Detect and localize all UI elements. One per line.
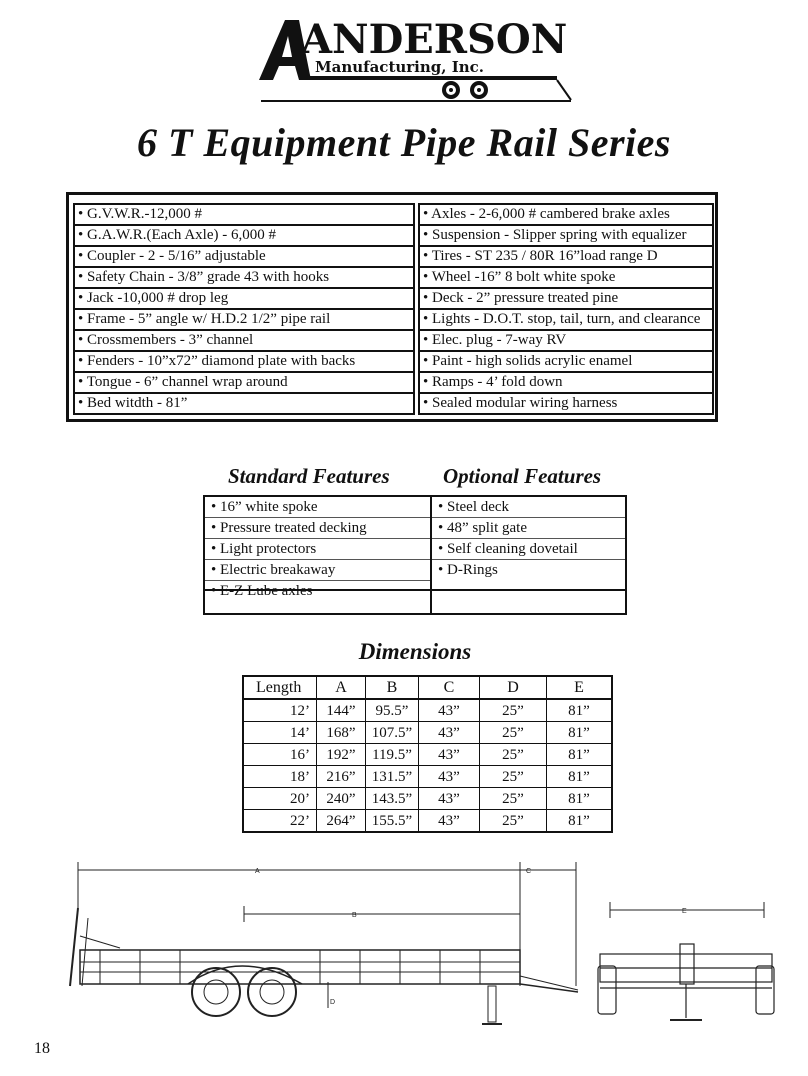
- logo-subtitle: Manufacturing, Inc.: [315, 58, 484, 76]
- table-row: [243, 810, 612, 833]
- cell-length: 20’: [243, 788, 317, 810]
- table-row: [243, 744, 612, 766]
- cell-d: 25”: [480, 722, 547, 744]
- spec-item: • Fenders - 10”x72” diamond plate with backs: [75, 352, 413, 373]
- header-length: Length: [243, 676, 317, 699]
- spec-item: • Deck - 2” pressure treated pine: [420, 289, 712, 310]
- cell-d: 25”: [480, 810, 547, 833]
- cell-e: 81”: [547, 699, 613, 722]
- dimension-label-e: E: [682, 908, 687, 915]
- cell-e: 81”: [547, 810, 613, 833]
- logo-brand: ANDERSON: [301, 16, 568, 63]
- features-divider: [205, 589, 625, 591]
- spec-item: • Jack -10,000 # drop leg: [75, 289, 413, 310]
- trailer-drawing: [40, 858, 780, 1038]
- cell-c: 43”: [419, 766, 480, 788]
- header-c: C: [419, 676, 480, 699]
- spec-item: • Suspension - Slipper spring with equalizer: [420, 226, 712, 247]
- cell-c: 43”: [419, 744, 480, 766]
- page-number: 18: [34, 1040, 50, 1057]
- header-b: B: [366, 676, 419, 699]
- cell-e: 81”: [547, 788, 613, 810]
- cell-e: 81”: [547, 744, 613, 766]
- table-row: [243, 788, 612, 810]
- cell-length: 14’: [243, 722, 317, 744]
- specifications-right-column: [418, 203, 714, 415]
- cell-length: 16’: [243, 744, 317, 766]
- specifications-box: [66, 192, 718, 422]
- specifications-left-column: [73, 203, 415, 415]
- spec-item: • Coupler - 2 - 5/16” adjustable: [75, 247, 413, 268]
- spec-item: • Paint - high solids acrylic enamel: [420, 352, 712, 373]
- cell-e: 81”: [547, 722, 613, 744]
- cell-b: 95.5”: [366, 699, 419, 722]
- header-e: E: [547, 676, 613, 699]
- cell-d: 25”: [480, 788, 547, 810]
- optional-features-list: [432, 497, 625, 581]
- dimension-label-a: A: [255, 868, 260, 875]
- optional-features-heading: Optional Features: [443, 464, 602, 488]
- spec-item: • Frame - 5” angle w/ H.D.2 1/2” pipe rail: [75, 310, 413, 331]
- cell-length: 12’: [243, 699, 317, 722]
- dimension-label-c: C: [526, 868, 532, 875]
- spec-item: • Ramps - 4’ fold down: [420, 373, 712, 394]
- standard-features-heading: Standard Features: [228, 464, 390, 488]
- standard-feature-item: • 16” white spoke: [205, 497, 430, 518]
- spec-item: • Tongue - 6” channel wrap around: [75, 373, 413, 394]
- spec-item: • Tires - ST 235 / 80R 16”load range D: [420, 247, 712, 268]
- cell-e: 81”: [547, 766, 613, 788]
- spec-item: • G.A.W.R.(Each Axle) - 6,000 #: [75, 226, 413, 247]
- cell-b: 119.5”: [366, 744, 419, 766]
- cell-c: 43”: [419, 810, 480, 833]
- table-row: [243, 699, 612, 722]
- cell-a: 168”: [317, 722, 366, 744]
- standard-feature-item: • Electric breakaway: [205, 560, 430, 581]
- spec-item: • Elec. plug - 7-way RV: [420, 331, 712, 352]
- cell-a: 240”: [317, 788, 366, 810]
- spec-item: • G.V.W.R.-12,000 #: [75, 205, 413, 226]
- cell-a: 216”: [317, 766, 366, 788]
- page-title: 6 T Equipment Pipe Rail Series: [137, 120, 671, 165]
- spec-item: • Crossmembers - 3” channel: [75, 331, 413, 352]
- standard-features-list: [205, 497, 432, 613]
- header-d: D: [480, 676, 547, 699]
- cell-c: 43”: [419, 788, 480, 810]
- spec-item: • Wheel -16” 8 bolt white spoke: [420, 268, 712, 289]
- cell-b: 143.5”: [366, 788, 419, 810]
- standard-feature-item: • Light protectors: [205, 539, 430, 560]
- optional-feature-item: • D-Rings: [438, 562, 498, 578]
- cell-c: 43”: [419, 699, 480, 722]
- dimension-label-b: B: [352, 912, 357, 919]
- table-row: [243, 722, 612, 744]
- spec-item: • Axles - 2-6,000 # cambered brake axles: [420, 205, 712, 226]
- spec-item: • Safety Chain - 3/8” grade 43 with hooks: [75, 268, 413, 289]
- dimensions-header-row: [243, 676, 612, 699]
- spec-item: • Lights - D.O.T. stop, tail, turn, and clearance: [420, 310, 712, 331]
- optional-feature-item: • Steel deck: [432, 497, 625, 518]
- cell-length: 18’: [243, 766, 317, 788]
- cell-a: 144”: [317, 699, 366, 722]
- dimensions-table: [242, 675, 613, 833]
- company-logo: [255, 14, 575, 106]
- spec-item: • Bed witdth - 81”: [75, 394, 413, 415]
- optional-feature-item: • Self cleaning dovetail: [432, 539, 625, 560]
- cell-d: 25”: [480, 744, 547, 766]
- cell-d: 25”: [480, 699, 547, 722]
- cell-b: 131.5”: [366, 766, 419, 788]
- spec-item: • Sealed modular wiring harness: [420, 394, 712, 415]
- standard-feature-item: • E-Z Lube axles: [211, 583, 313, 599]
- header-a: A: [317, 676, 366, 699]
- table-row: [243, 766, 612, 788]
- cell-length: 22’: [243, 810, 317, 833]
- cell-a: 264”: [317, 810, 366, 833]
- cell-d: 25”: [480, 766, 547, 788]
- optional-feature-item: • 48” split gate: [432, 518, 625, 539]
- dimension-label-d: D: [330, 999, 336, 1006]
- cell-a: 192”: [317, 744, 366, 766]
- cell-b: 107.5”: [366, 722, 419, 744]
- cell-b: 155.5”: [366, 810, 419, 833]
- standard-feature-item: • Pressure treated decking: [205, 518, 430, 539]
- cell-c: 43”: [419, 722, 480, 744]
- dimensions-heading: Dimensions: [358, 639, 472, 664]
- features-table: [203, 495, 627, 615]
